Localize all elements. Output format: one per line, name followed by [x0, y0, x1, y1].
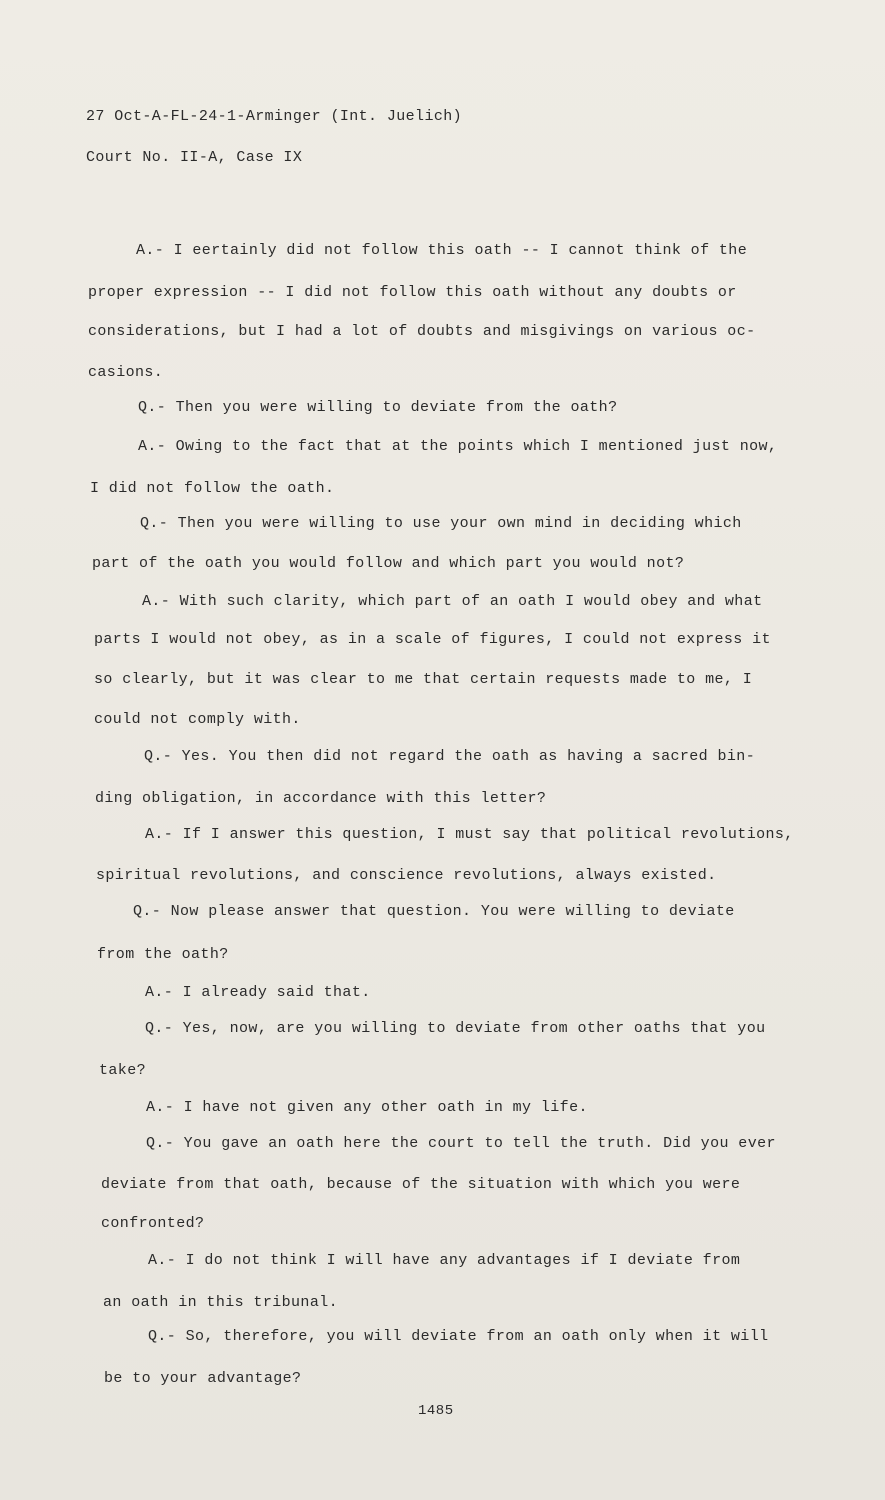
transcript-line: parts I would not obey, as in a scale of figures, I could not express it	[94, 631, 771, 648]
transcript-line: A.- I already said that.	[145, 984, 371, 1001]
page-number: 1485	[418, 1403, 454, 1419]
transcript-line: part of the oath you would follow and which part you would not?	[92, 555, 685, 572]
transcript-line: spiritual revolutions, and conscience revolutions, always existed.	[96, 867, 717, 884]
transcript-line: so clearly, but it was clear to me that certain requests made to me, I	[94, 671, 753, 688]
transcript-line: take?	[99, 1062, 147, 1079]
transcript-line: Q.- You gave an oath here the court to tell the truth. Did you ever	[146, 1135, 776, 1152]
transcript-line: A.- Owing to the fact that at the points which I mentioned just now,	[138, 438, 778, 455]
transcript-line: an oath in this tribunal.	[103, 1294, 339, 1311]
court-case-line: Court No. II-A, Case IX	[86, 149, 303, 166]
transcript-line: A.- I have not given any other oath in my life.	[146, 1099, 588, 1116]
transcript-line: Q.- Yes, now, are you willing to deviate from other oaths that you	[145, 1020, 766, 1037]
transcript-line: I did not follow the oath.	[90, 480, 335, 497]
transcript-line: Q.- Now please answer that question. You were willing to deviate	[133, 903, 735, 920]
transcript-line: could not comply with.	[94, 711, 301, 728]
transcript-line: Q.- So, therefore, you will deviate from an oath only when it will	[148, 1328, 769, 1345]
transcript-line: deviate from that oath, because of the situation with which you were	[101, 1176, 741, 1193]
transcript-line: A.- If I answer this question, I must say that political revolutions,	[145, 826, 794, 843]
transcript-line: A.- With such clarity, which part of an oath I would obey and what	[142, 593, 763, 610]
transcript-line: be to your advantage?	[104, 1370, 302, 1387]
transcript-line: considerations, but I had a lot of doubts and misgivings on various oc-	[88, 323, 756, 340]
transcript-line: confronted?	[101, 1215, 205, 1232]
document-reference: 27 Oct-A-FL-24-1-Arminger (Int. Juelich)	[86, 108, 463, 125]
transcript-line: A.- I do not think I will have any advantages if I deviate from	[148, 1252, 741, 1269]
transcript-line: casions.	[88, 364, 164, 381]
transcript-line: Q.- Then you were willing to deviate from the oath?	[138, 399, 618, 416]
transcript-line: Q.- Yes. You then did not regard the oath as having a sacred bin-	[144, 748, 756, 765]
transcript-line: Q.- Then you were willing to use your own mind in deciding which	[140, 515, 742, 532]
transcript-line: ding obligation, in accordance with this letter?	[95, 790, 547, 807]
transcript-line: A.- I eertainly did not follow this oath -- I cannot think of the	[136, 242, 748, 259]
transcript-line: from the oath?	[97, 946, 229, 963]
transcript-line: proper expression -- I did not follow this oath without any doubts or	[88, 284, 737, 301]
